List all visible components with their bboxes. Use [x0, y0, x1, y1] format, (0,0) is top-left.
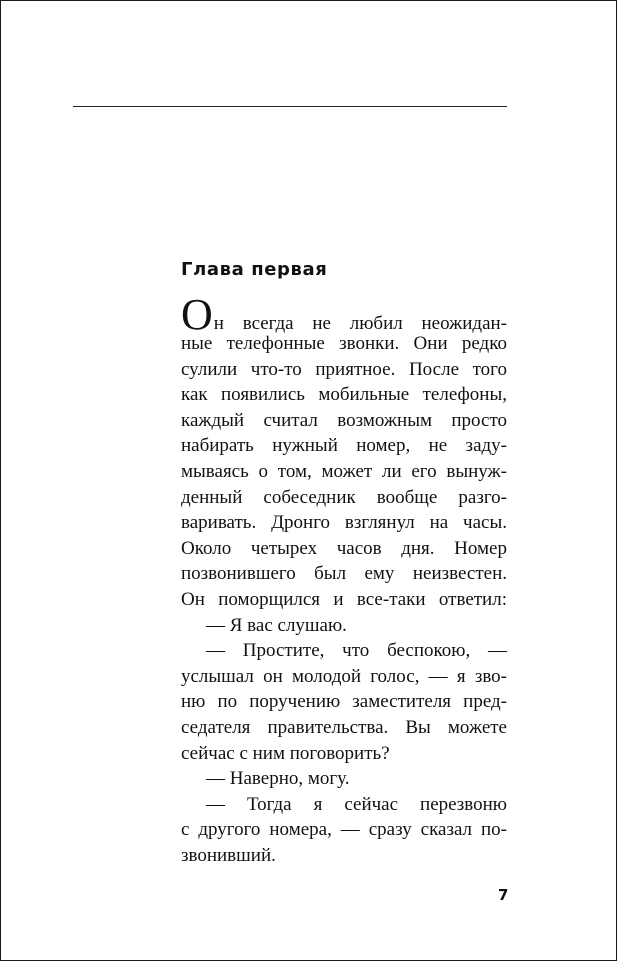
text-line: ные телефонные звонки. Они редко	[181, 333, 507, 354]
text-line: как появились мобильные телефоны,	[181, 384, 507, 406]
text-line: позвонившего был ему неизвестен.	[181, 563, 507, 585]
text-line: каждый считал возможным просто	[181, 409, 507, 431]
text-line: с другого номера, — сразу сказал по-	[181, 819, 507, 841]
page-number: 7	[498, 886, 509, 904]
chapter-title: Глава первая	[181, 259, 328, 280]
text-line: сейчас с ним поговорить?	[181, 742, 390, 764]
text-line: седателя правительства. Вы можете	[181, 716, 507, 738]
first-line-text: н всегда не любил неожидан-	[213, 313, 507, 334]
text-line: — Наверно, могу.	[206, 768, 350, 790]
text-line: ню по поручению заместителя пред-	[181, 691, 507, 713]
text-line: Он поморщился и все-таки ответил:	[181, 588, 507, 610]
text-line: звонивший.	[181, 844, 276, 866]
text-line: варивать. Дронго взглянул на часы.	[181, 512, 507, 534]
drop-cap: О	[181, 290, 213, 339]
first-line	[181, 290, 507, 339]
text-line: — Простите, что беспокою, —	[206, 640, 507, 662]
header-rule	[73, 106, 507, 107]
text-line: — Я вас слушаю.	[206, 614, 347, 636]
text-line: услышал он молодой голос, — я зво-	[181, 665, 507, 687]
text-line: денный собеседник вообще разго-	[181, 486, 507, 508]
text-line: Около четырех часов дня. Номер	[181, 537, 507, 559]
text-line: — Тогда я сейчас перезвоню	[206, 793, 507, 815]
text-line: набирать нужный номер, не заду-	[181, 435, 507, 457]
text-line: мываясь о том, может ли его вынуж-	[181, 460, 507, 482]
body-text	[181, 290, 507, 868]
text-line: сулили что-то приятное. После того	[181, 358, 507, 380]
